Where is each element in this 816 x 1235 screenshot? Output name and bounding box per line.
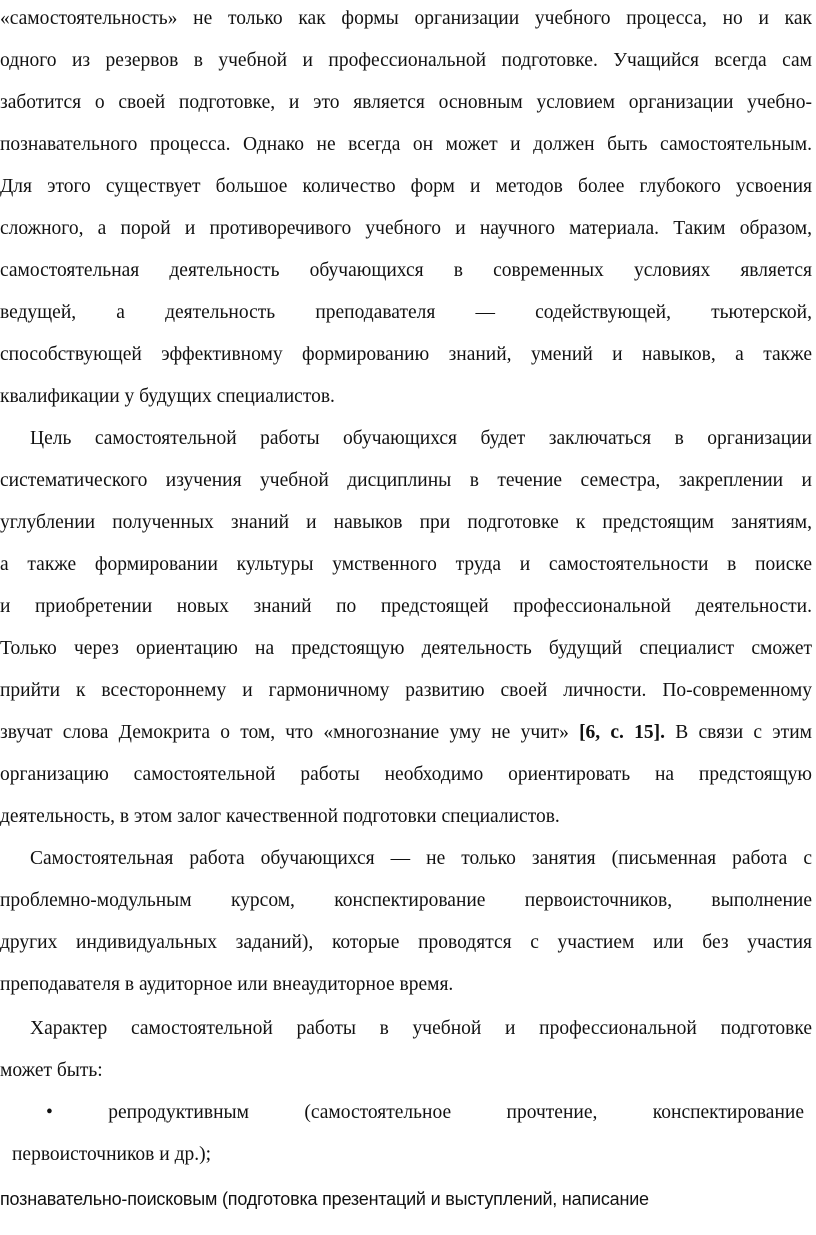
text-line: прийти к всестороннему и гармоничному развитию своей личности. По-современному	[0, 680, 812, 701]
text-line-citation	[0, 720, 812, 746]
text-line: квалификации у будущих специалистов.	[0, 386, 335, 407]
text-line: других индивидуальных заданий), которые проводятся с участием или без участия	[0, 932, 812, 953]
citation-suffix: В связи с этим	[665, 722, 812, 743]
text-line: систематического изучения учебной дисциплины в течение семестра, закреплении и	[0, 470, 812, 491]
text-line: Для этого существует большое количество форм и методов более глубокого усвоения	[0, 176, 812, 197]
text-line: первоисточников и др.);	[12, 1144, 212, 1165]
text-line: Самостоятельная работа обучающихся — не только занятия (письменная работа с	[30, 848, 812, 869]
text-line: самостоятельная деятельность обучающихся в современных условиях является	[0, 260, 812, 281]
text-line: деятельность, в этом залог качественной подготовки специалистов.	[0, 806, 560, 827]
text-line: а также формировании культуры умственного труда и самостоятельности в поиске	[0, 554, 812, 575]
text-line: • репродуктивным (самостоятельное прочтение, конспектирование	[46, 1102, 804, 1123]
text-line: углублении полученных знаний и навыков при подготовке к предстоящим занятиям,	[0, 512, 812, 533]
text-line: заботится о своей подготовке, и это является основным условием организации учебно-	[0, 92, 812, 113]
citation-reference: [6, с. 15].	[579, 722, 666, 743]
text-line: организацию самостоятельной работы необходимо ориентировать на предстоящую	[0, 764, 812, 785]
text-line: Только через ориентацию на предстоящую деятельность будущий специалист сможет	[0, 638, 812, 659]
text-line: Характер самостоятельной работы в учебной и профессиональной подготовке	[30, 1018, 812, 1039]
citation-prefix: звучат слова Демокрита о том, что «многознание уму не учит»	[0, 722, 580, 743]
text-line: одного из резервов в учебной и профессиональной подготовке. Учащийся всегда сам	[0, 50, 812, 71]
text-line: способствующей эффективному формированию знаний, умений и навыков, а также	[0, 344, 812, 365]
text-line-last	[0, 1186, 812, 1212]
last-line-text: познавательно-поисковым (подготовка презентаций и выступлений, написание	[0, 1189, 649, 1209]
text-line: Цель самостоятельной работы обучающихся будет заключаться в организации	[30, 428, 812, 449]
text-line: преподавателя в аудиторное или внеаудиторное время.	[0, 974, 454, 995]
text-line: сложного, а порой и противоречивого учебного и научного материала. Таким образом,	[0, 218, 812, 239]
text-line: ведущей, а деятельность преподавателя — содействующей, тьютерской,	[0, 302, 812, 323]
text-line: может быть:	[0, 1060, 103, 1081]
text-line: и приобретении новых знаний по предстоящей профессиональной деятельности.	[0, 596, 812, 617]
text-line: «самостоятельность» не только как формы организации учебного процесса, но и как	[0, 8, 812, 29]
text-line: познавательного процесса. Однако не всегда он может и должен быть самостоятельным.	[0, 134, 812, 155]
text-line: проблемно-модульным курсом, конспектирование первоисточников, выполнение	[0, 890, 812, 911]
